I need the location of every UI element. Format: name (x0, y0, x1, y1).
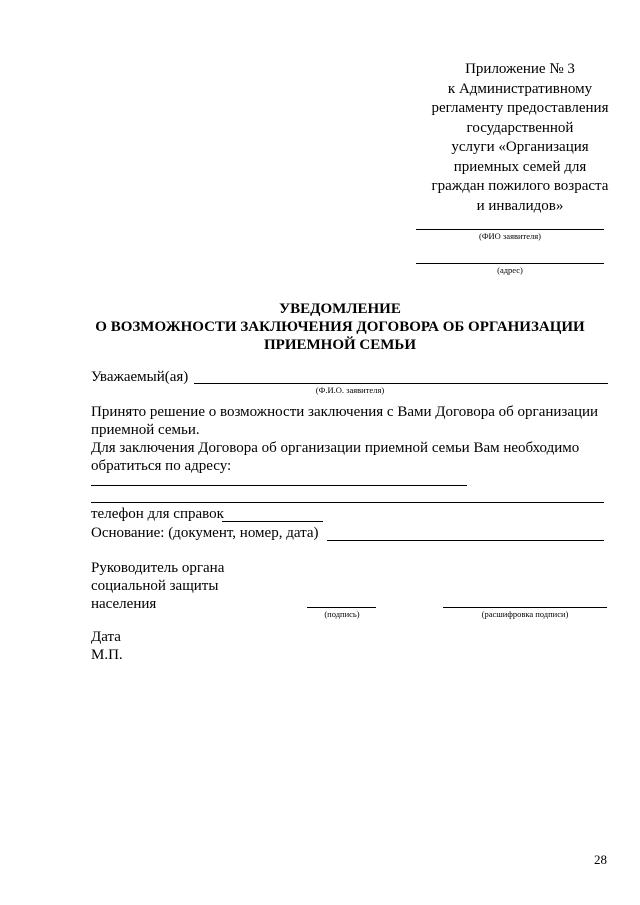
basis-line[interactable] (327, 540, 604, 541)
body-line: приемной семьи. (91, 422, 200, 438)
address-line-1[interactable] (91, 485, 467, 486)
signature-role-line: населения (91, 596, 157, 612)
title-line: ПРИЕМНОЙ СЕМЬИ (264, 337, 416, 353)
applicant-address-caption: (адрес) (497, 265, 523, 275)
signature-decode-line[interactable] (443, 607, 607, 608)
greeting-caption: (Ф.И.О. заявителя) (315, 385, 385, 395)
appendix-line: регламенту предоставления (431, 100, 609, 116)
signature-caption: (подпись) (324, 609, 360, 619)
stamp-label: М.П. (91, 647, 123, 663)
body-line: Принято решение о возможности заключения с Вами Договора об организации (91, 404, 599, 420)
title-line: УВЕДОМЛЕНИЕ (279, 301, 401, 317)
applicant-fio-line[interactable] (416, 229, 604, 230)
signature-role-line: Руководитель органа (91, 560, 225, 576)
applicant-address-line[interactable] (416, 263, 604, 264)
appendix-line: государственной (466, 119, 574, 136)
appendix-line: услуги «Организация (451, 139, 589, 155)
body-line: Для заключения Договора об организации приемной семьи Вам необходимо (91, 440, 580, 456)
document-title (60, 300, 620, 354)
title-line: О ВОЗМОЖНОСТИ ЗАКЛЮЧЕНИЯ ДОГОВОРА ОБ ОРГАНИЗАЦИИ (95, 319, 585, 335)
page-number: 28 (594, 852, 607, 867)
applicant-fio-caption: (ФИО заявителя) (478, 231, 542, 241)
date-label: Дата (91, 629, 121, 645)
address-line-2[interactable] (91, 502, 604, 503)
body-line: обратиться по адресу: (91, 458, 232, 474)
basis-label: Основание: (документ, номер, дата) (91, 525, 319, 541)
greeting-name-line[interactable] (194, 383, 608, 384)
signature-role-line: социальной защиты (91, 578, 219, 594)
appendix-line: Приложение № 3 (465, 61, 575, 77)
greeting-label: Уважаемый(ая) (91, 369, 189, 385)
appendix-block (420, 60, 620, 216)
phone-label: телефон для справок (91, 506, 224, 522)
appendix-line: и инвалидов» (476, 197, 564, 214)
signature-decode-caption: (расшифровка подписи) (481, 609, 569, 619)
appendix-line: приемных семей для (453, 158, 587, 175)
appendix-line: граждан пожилого возраста (431, 178, 609, 194)
phone-line[interactable] (222, 521, 323, 522)
signature-line[interactable] (307, 607, 376, 608)
appendix-line: к Административному (447, 80, 593, 97)
